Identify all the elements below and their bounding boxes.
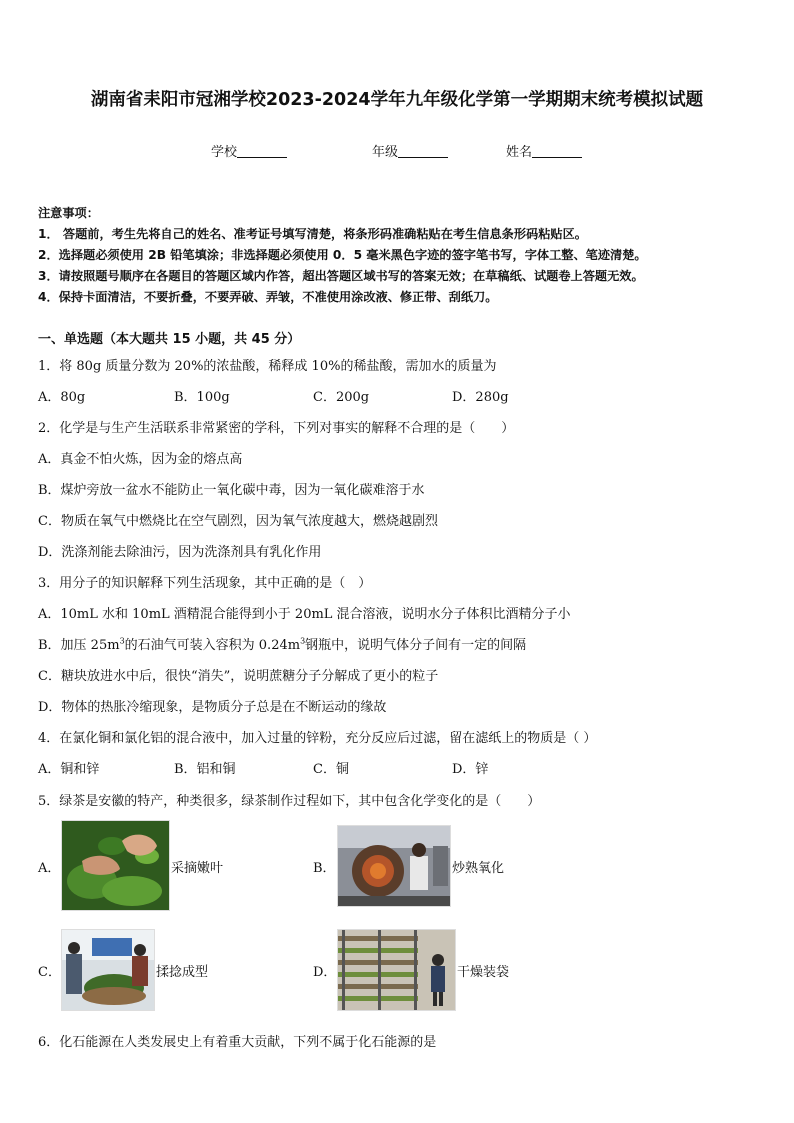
tea-roasting-photo [337,825,451,907]
tea-picking-photo [61,820,170,911]
q5-option-d-letter: D． [313,965,337,980]
school-blank [237,144,287,158]
grade-field [372,141,448,160]
q3-b-superscript: 3 [300,636,306,646]
q5-option-c-text: 揉捻成型 [156,965,209,980]
q1-option-b: B．100g [174,390,230,405]
q3-option-c: C．糖块放进水中后，很快“消失”，说明蔗糖分子分解成了更小的粒子 [38,669,439,684]
name-field [506,141,582,160]
section-heading: 一、单选题（本大题共 15 小题，共 45 分） [38,332,301,347]
notice-item: 3．请按照题号顺序在各题目的答题区域内作答，超出答题区域书写的答案无效；在草稿纸、试题卷上答题无效。 [38,269,644,283]
grade-label: 年级 [372,145,399,160]
q1-option-c: C．200g [313,390,370,405]
q5-option-b-text: 炒熟氧化 [452,861,505,876]
question-6-stem: 6．化石能源在人类发展史上有着重大贡献，下列不属于化石能源的是 [38,1035,437,1050]
page-title: 湖南省耒阳市冠湘学校2023-2024学年九年级化学第一学期期末统考模拟试题 [90,90,704,110]
q2-option-d: D．洗涤剂能去除油污，因为洗涤剂具有乳化作用 [38,545,322,560]
question-2-stem: 2．化学是与生产生活联系非常紧密的学科，下列对事实的解释不合理的是（ ） [38,421,515,436]
grade-blank [398,144,448,158]
notice-heading: 注意事项： [38,206,99,220]
q4-option-d: D．锌 [452,762,489,777]
q2-option-b: B．煤炉旁放一盆水不能防止一氧化碳中毒，因为一氧化碳难溶于水 [38,483,425,498]
q4-option-a: A．铜和锌 [38,762,100,777]
q3-b-part: 钢瓶中，说明气体分子间有一定的间隔 [305,638,527,653]
name-blank [532,144,582,158]
q3-b-part: B．加压 25m [38,638,120,653]
q5-option-a-text: 采摘嫩叶 [171,861,224,876]
question-5-stem: 5．绿茶是安徽的特产，种类很多，绿茶制作过程如下，其中包含化学变化的是（ ） [38,794,541,809]
name-label: 姓名 [506,145,533,160]
q5-option-d-text: 干燥装袋 [457,965,510,980]
q4-option-c: C．铜 [313,762,349,777]
tea-drying-photo [337,929,456,1011]
question-4-stem: 4．在氯化铜和氯化铝的混合液中，加入过量的锌粉，充分反应后过滤，留在滤纸上的物质是（ ） [38,731,597,746]
q3-option-a: A．10mL 水和 10mL 酒精混合能得到小于 20mL 混合溶液，说明水分子体积比酒精分子小 [38,607,571,622]
q3-b-superscript: 3 [119,636,125,646]
q3-option-d: D．物体的热胀冷缩现象，是物质分子总是在不断运动的缘故 [38,700,387,715]
q4-option-b: B．铝和铜 [174,762,236,777]
q2-option-a: A．真金不怕火炼，因为金的熔点高 [38,452,243,467]
q5-option-a-letter: A． [38,861,61,876]
q5-option-b-letter: B． [313,861,336,876]
q1-option-a: A．80g [38,390,86,405]
school-label: 学校 [211,145,238,160]
q5-option-c-letter: C． [38,965,61,980]
q2-option-c: C．物质在氧气中燃烧比在空气剧烈，因为氧气浓度越大，燃烧越剧烈 [38,514,438,529]
question-3-stem: 3．用分子的知识解释下列生活现象，其中正确的是（ ） [38,576,372,591]
q1-option-d: D．280g [452,390,509,405]
q3-option-b [38,634,526,653]
notice-item: 2．选择题必须使用 2B 铅笔填涂；非选择题必须使用 0．5 毫米黑色字迹的签字笔书写，字体工整、笔迹清楚。 [38,248,647,262]
notice-item: 1． 答题前，考生先将自己的姓名、准考证号填写清楚，将条形码准确粘贴在考生信息条形码粘贴区。 [38,227,587,241]
notice-item: 4．保持卡面清洁，不要折叠，不要弄破、弄皱，不准使用涂改液、修正带、刮纸刀。 [38,290,498,304]
q3-b-part: 的石油气可装入容积为 0.24m [124,638,301,653]
school-field [211,141,287,160]
question-1-stem: 1．将 80g 质量分数为 20%的浓盐酸，稀释成 10%的稀盐酸，需加水的质量为 [38,359,497,374]
tea-rolling-photo [61,929,155,1011]
